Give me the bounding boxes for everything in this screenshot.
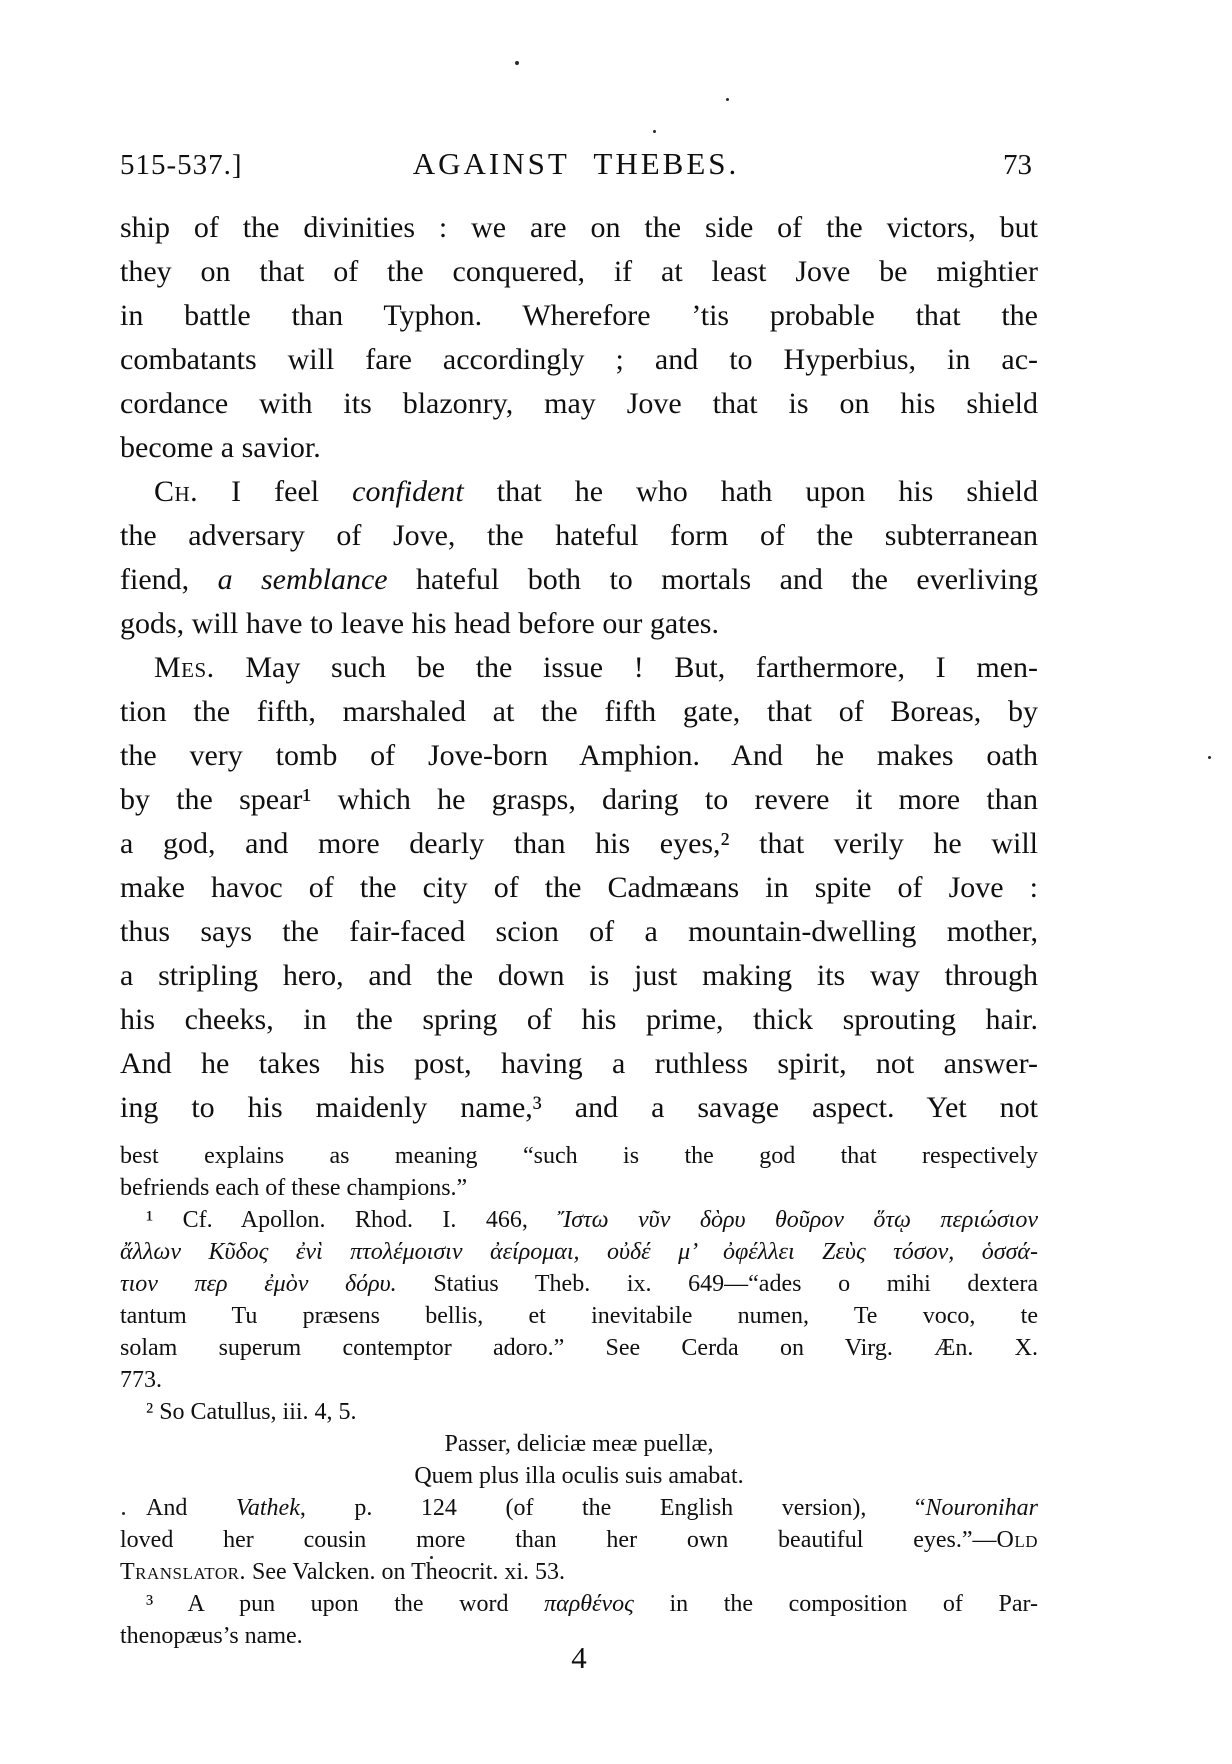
text-line: in battle than Typhon. Wherefore ’tis probable that the [120, 299, 1038, 332]
text-line: τιον περ ἐμὸν δόρυ. Statius Theb. ix. 649—“ades o mihi dextera [120, 1271, 1038, 1297]
paragraph [120, 646, 1038, 1130]
small-caps-text: Mes. [154, 651, 215, 684]
text-line: gods, will have to leave his head before our gates. [120, 607, 719, 640]
small-caps-text: Ch. [154, 475, 199, 508]
running-title: AGAINST THEBES. [412, 146, 740, 181]
signature-mark: 4 [571, 1640, 587, 1675]
scan-speck [1208, 756, 1211, 759]
paragraph [120, 470, 1038, 646]
text-line: become a savior. [120, 431, 321, 464]
italic-text: τιον περ ἐμὸν δόρυ. [120, 1271, 397, 1297]
text-line: thenopæus’s name. [120, 1623, 303, 1649]
scan-speck [122, 1512, 125, 1515]
scan-speck [653, 130, 656, 133]
text-line: ³ A pun upon the word παρθένος in the composition of Par- [146, 1591, 1038, 1617]
paragraph [120, 1492, 1038, 1588]
paragraph [120, 1204, 1038, 1396]
scan-speck [515, 61, 519, 65]
paragraph [120, 1396, 1038, 1428]
text-line: Passer, deliciæ meæ puellæ, [444, 1431, 714, 1457]
text-line [120, 1236, 1038, 1268]
page-header [120, 146, 1038, 182]
text-line: Quem plus illa oculis suis amabat. [414, 1463, 744, 1489]
text-line: tantum Tu præsens bellis, et inevitabile numen, Te voco, te [120, 1303, 1038, 1329]
text-line: his cheeks, in the spring of his prime, thick sprouting hair. [120, 1003, 1038, 1036]
text-line: ing to his maidenly name,³ and a savage aspect. Yet not [120, 1091, 1038, 1124]
italic-text: Ἴστω νῦν δὸρυ θοῦρον ὅτῳ περιώσιον [557, 1207, 1038, 1233]
text-line: loved her cousin more than her own beautiful eyes.”—Old [120, 1527, 1038, 1553]
small-caps-text: Old [996, 1527, 1038, 1553]
text-line: And he takes his post, having a ruthless spirit, not answer- [120, 1047, 1038, 1080]
text-line: 773. [120, 1367, 162, 1393]
text-line: solam superum contemptor adoro.” See Cerda on Virg. Æn. X. [120, 1335, 1038, 1361]
line-range-label: 515-537.] [120, 149, 243, 181]
scan-speck [430, 1556, 433, 1559]
text-line: a god, and more dearly than his eyes,² that verily he will [120, 827, 1038, 860]
text-line: a stripling hero, and the down is just making its way through [120, 959, 1038, 992]
text-line: Mes. May such be the issue ! But, farthermore, I men- [154, 651, 1038, 684]
italic-text: confident [352, 475, 464, 508]
text-line: by the spear¹ which he grasps, daring to revere it more than [120, 783, 1038, 816]
paragraph [120, 1140, 1038, 1204]
italic-text: Nouronihar [925, 1495, 1038, 1521]
text-line: And Vathek, p. 124 (of the English version), “Nouronihar [146, 1495, 1038, 1521]
italic-text: a semblance [217, 563, 388, 596]
paragraph [120, 1428, 1038, 1492]
paragraph [120, 206, 1038, 470]
text-line: ¹ Cf. Apollon. Rhod. I. 466, Ἴστω νῦν δὸρυ θοῦρον ὅτῳ περιώσιον [146, 1207, 1038, 1233]
page-number: 73 [1003, 149, 1032, 181]
text-line: combatants will fare accordingly ; and to Hyperbius, in ac- [120, 343, 1038, 376]
text-line: cordance with its blazonry, may Jove that is on his shield [120, 387, 1038, 420]
text-line: fiend, a semblance hateful both to mortals and the everliving [120, 563, 1038, 596]
body-text [120, 206, 1038, 1130]
text-line: best explains as meaning “such is the god that respectively [120, 1143, 1038, 1169]
italic-text: Vathek [235, 1495, 300, 1521]
text-line: ² So Catullus, iii. 4, 5. [146, 1399, 357, 1425]
text-line: make havoc of the city of the Cadmæans in spite of Jove : [120, 871, 1038, 904]
text-line: Translator. See Valcken. on Theocrit. xi. 53. [120, 1559, 566, 1585]
text-line: they on that of the conquered, if at least Jove be mightier [120, 255, 1038, 288]
scan-speck [726, 98, 729, 101]
text-line: thus says the fair-faced scion of a mountain-dwelling mother, [120, 915, 1038, 948]
italic-text: παρθένος [544, 1591, 634, 1617]
footnotes [120, 1140, 1038, 1652]
text-line: the very tomb of Jove-born Amphion. And he makes oath [120, 739, 1038, 772]
text-line: the adversary of Jove, the hateful form of the subterranean [120, 519, 1038, 552]
italic-text: ἄλλων Κῦδος ἐνὶ πτολέμοισιν ἀείρομαι, οὐδέ μ’ ὀφέλλει Ζεὺς τόσον, ὁσσά- [120, 1239, 1038, 1265]
text-line: tion the fifth, marshaled at the fifth gate, that of Boreas, by [120, 695, 1038, 728]
text-line: ship of the divinities : we are on the side of the victors, but [120, 211, 1038, 244]
text-line: Ch. I feel confident that he who hath upon his shield [154, 475, 1038, 508]
small-caps-text: Translator. [120, 1559, 246, 1585]
text-line: befriends each of these champions.” [120, 1175, 468, 1201]
